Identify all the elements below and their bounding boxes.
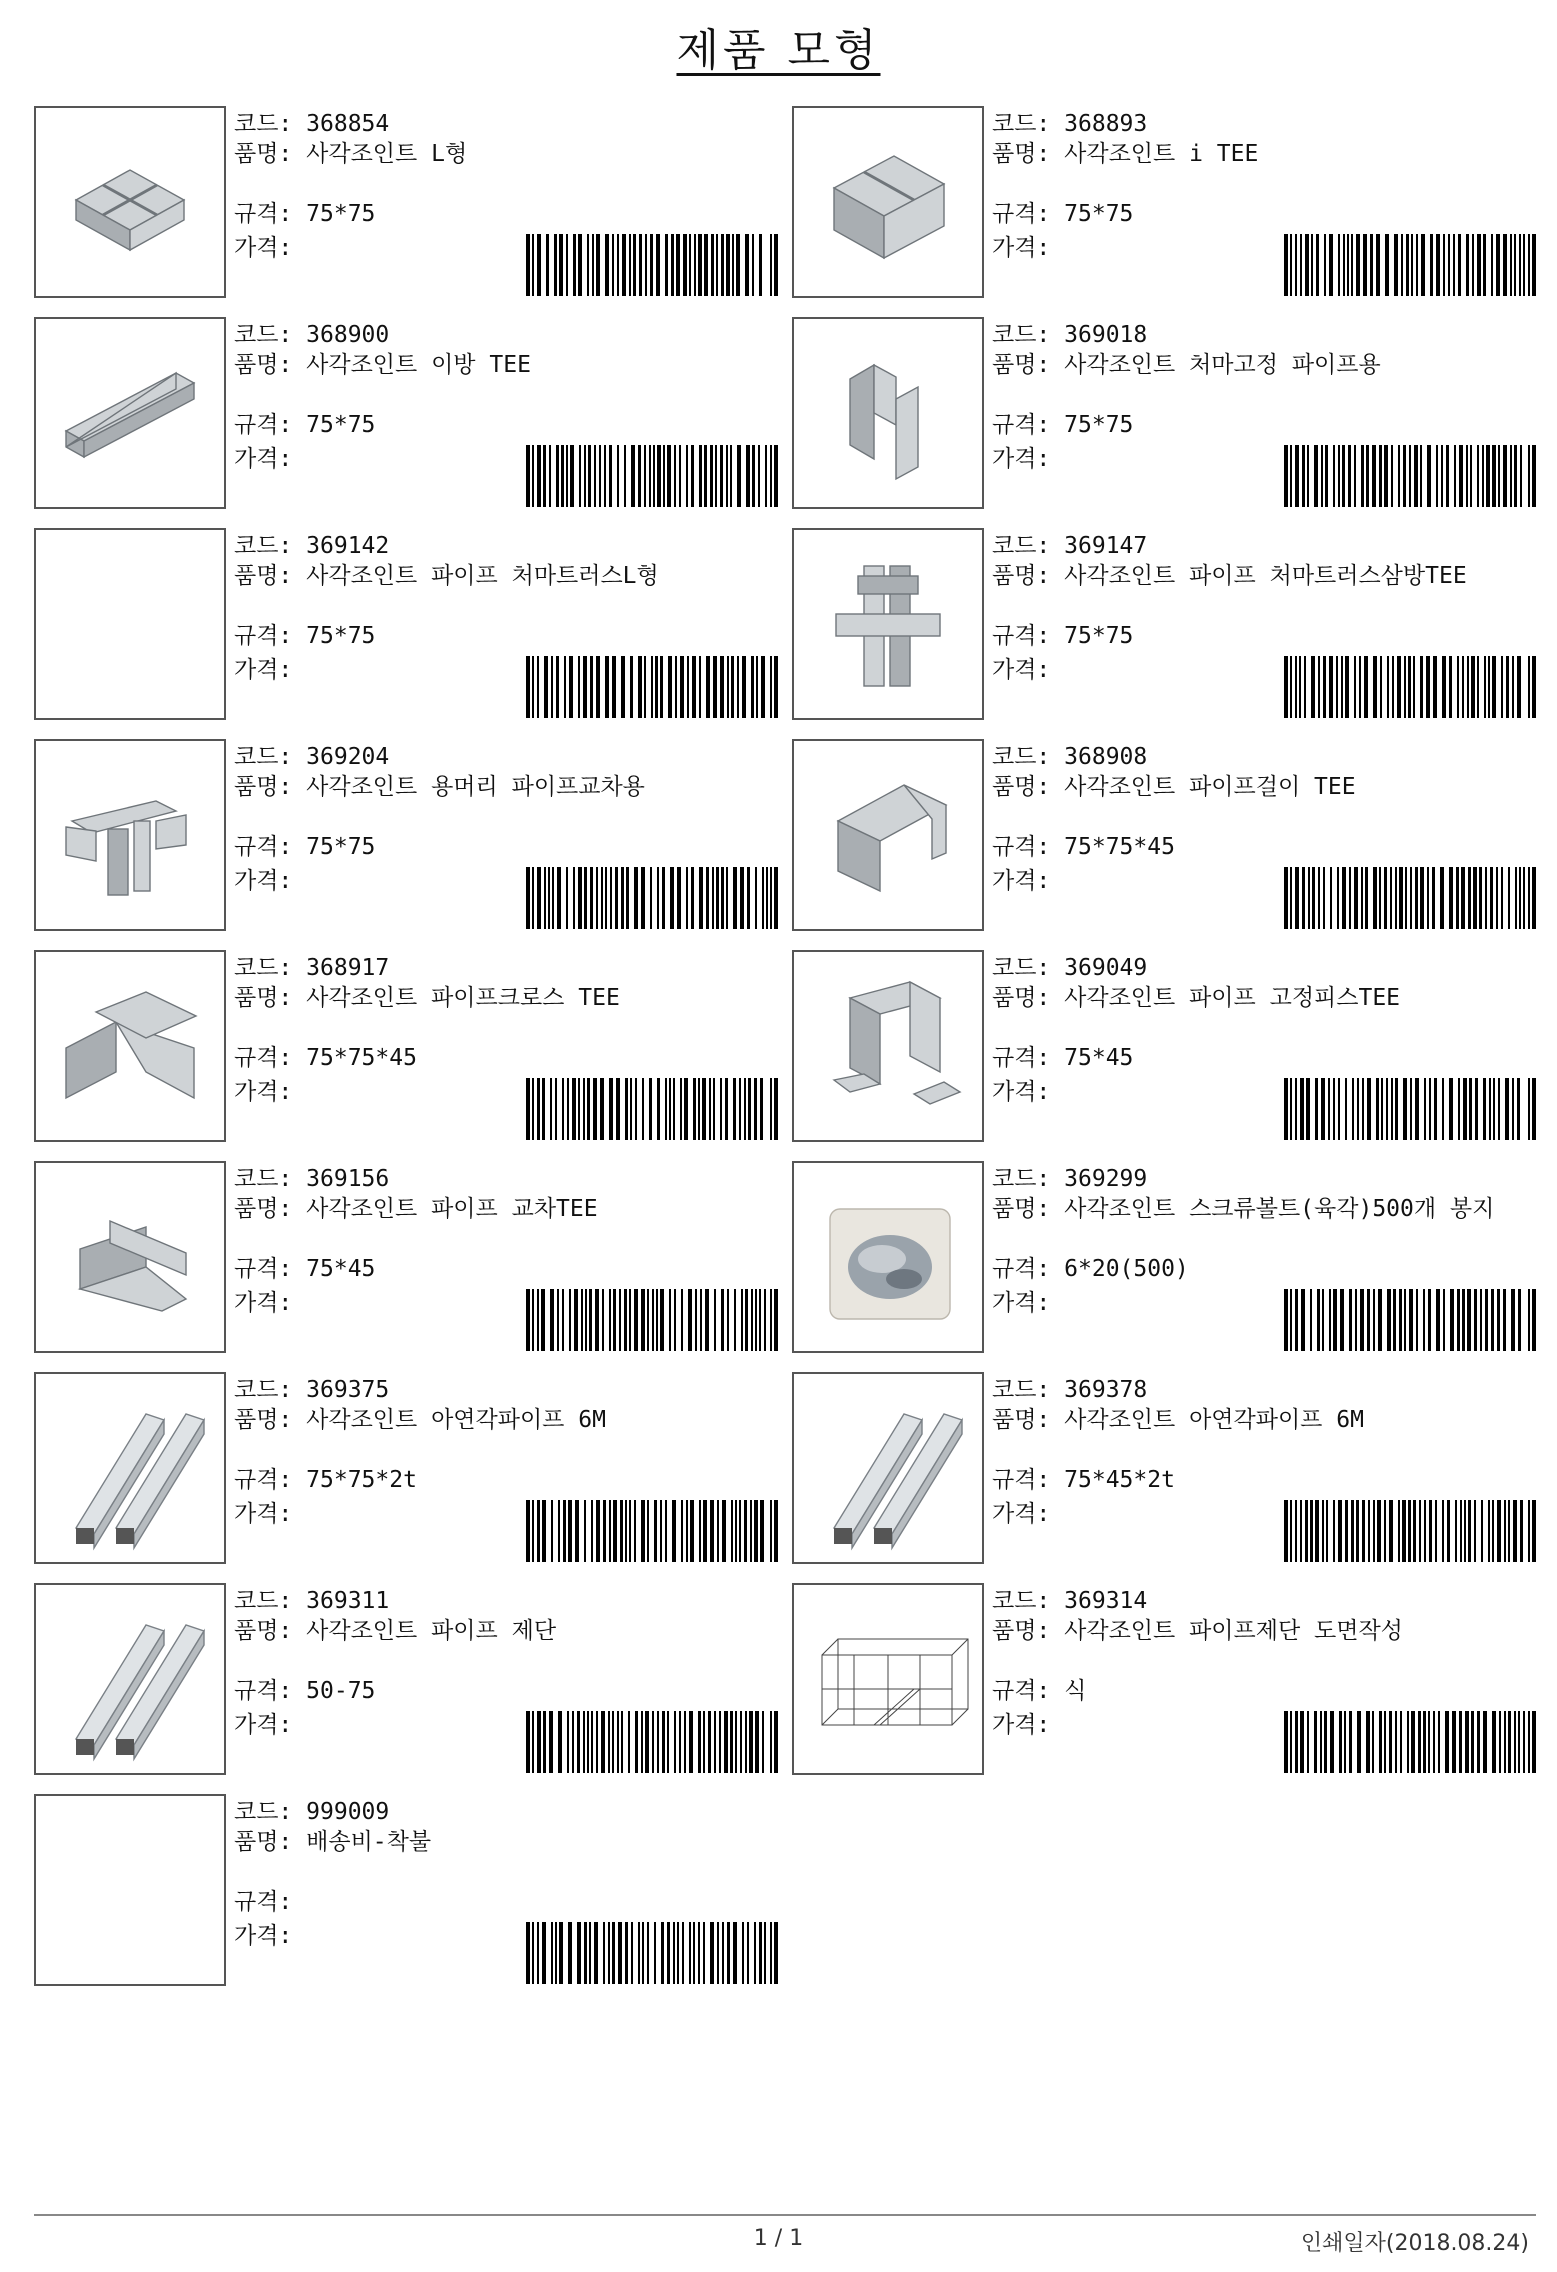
product-card <box>34 1161 776 1353</box>
product-name: 품명: 사각조인트 파이프걸이 TEE <box>992 774 1356 800</box>
product-image <box>792 1583 984 1775</box>
product-code: 코드: 368917 <box>234 955 390 981</box>
product-image <box>34 1583 226 1775</box>
product-image <box>792 106 984 298</box>
product-card <box>34 950 776 1142</box>
product-price: 가격: <box>992 1290 1051 1316</box>
product-image <box>34 1794 226 1986</box>
barcode <box>526 1500 778 1562</box>
product-spec: 규격: 식 <box>992 1678 1087 1704</box>
product-code: 코드: 369018 <box>992 322 1148 348</box>
product-price: 가격: <box>234 235 293 261</box>
product-price: 가격: <box>234 657 293 683</box>
product-image <box>34 1161 226 1353</box>
product-image <box>792 1372 984 1564</box>
product-price: 가격: <box>992 1712 1051 1738</box>
product-name: 품명: 배송비-착불 <box>234 1829 432 1855</box>
product-image <box>792 1161 984 1353</box>
barcode <box>526 445 778 507</box>
product-name: 품명: 사각조인트 파이프크로스 TEE <box>234 985 620 1011</box>
product-card <box>34 739 776 931</box>
page-title: 제품 모형 <box>676 25 881 76</box>
product-card <box>34 317 776 509</box>
barcode <box>1284 1500 1536 1562</box>
product-card <box>34 528 776 720</box>
product-spec: 규격: 75*75 <box>992 623 1134 649</box>
product-price: 가격: <box>234 1079 293 1105</box>
product-code: 코드: 369156 <box>234 1166 390 1192</box>
product-price: 가격: <box>992 1501 1051 1527</box>
product-spec: 규격: 6*20(500) <box>992 1256 1189 1282</box>
product-image <box>34 528 226 720</box>
product-card <box>792 106 1534 298</box>
product-code: 코드: 369147 <box>992 533 1148 559</box>
product-name: 품명: 사각조인트 용머리 파이프교차용 <box>234 774 645 800</box>
product-card <box>34 1583 776 1775</box>
product-price: 가격: <box>234 1501 293 1527</box>
product-spec: 규격: 75*45 <box>234 1256 376 1282</box>
product-image <box>34 739 226 931</box>
product-name: 품명: 사각조인트 i TEE <box>992 141 1259 167</box>
product-name: 품명: 사각조인트 처마고정 파이프용 <box>992 352 1381 378</box>
product-code: 코드: 369204 <box>234 744 390 770</box>
print-date: 인쇄일자(2018.08.24) <box>1300 2231 1529 2256</box>
barcode <box>1284 867 1536 929</box>
product-code: 코드: 369314 <box>992 1588 1148 1614</box>
product-card <box>792 1372 1534 1564</box>
product-name: 품명: 사각조인트 파이프 제단 <box>234 1618 557 1644</box>
product-price: 가격: <box>234 1290 293 1316</box>
product-price: 가격: <box>992 657 1051 683</box>
product-image <box>792 739 984 931</box>
product-card <box>34 106 776 298</box>
barcode <box>526 1711 778 1773</box>
page-number: 1 / 1 <box>753 2226 804 2251</box>
product-card <box>792 528 1534 720</box>
product-image <box>34 106 226 298</box>
product-price: 가격: <box>992 1079 1051 1105</box>
product-spec: 규격: 75*75*45 <box>234 1045 417 1071</box>
product-image <box>34 1372 226 1564</box>
product-price: 가격: <box>234 446 293 472</box>
barcode <box>526 656 778 718</box>
product-card <box>792 1161 1534 1353</box>
product-spec: 규격: 50-75 <box>234 1678 376 1704</box>
product-code: 코드: 368854 <box>234 111 390 137</box>
barcode <box>1284 1711 1536 1773</box>
barcode <box>1284 445 1536 507</box>
product-name: 품명: 사각조인트 스크류볼트(육각)500개 봉지 <box>992 1196 1495 1222</box>
product-spec: 규격: 75*75 <box>992 412 1134 438</box>
product-price: 가격: <box>234 1712 293 1738</box>
product-spec: 규격: 75*75 <box>234 623 376 649</box>
product-price: 가격: <box>992 235 1051 261</box>
product-code: 코드: 369311 <box>234 1588 390 1614</box>
product-card <box>792 950 1534 1142</box>
barcode <box>1284 1289 1536 1351</box>
product-spec: 규격: <box>234 1889 293 1915</box>
product-code: 코드: 369142 <box>234 533 390 559</box>
product-card <box>34 1794 776 1986</box>
product-spec: 규격: 75*75 <box>234 834 376 860</box>
product-name: 품명: 사각조인트 아연각파이프 6M <box>234 1407 606 1433</box>
barcode <box>1284 656 1536 718</box>
product-image <box>792 950 984 1142</box>
product-spec: 규격: 75*75*2t <box>234 1467 417 1493</box>
product-code: 코드: 368900 <box>234 322 390 348</box>
product-card <box>792 317 1534 509</box>
product-image <box>34 317 226 509</box>
product-spec: 규격: 75*75 <box>234 412 376 438</box>
product-name: 품명: 사각조인트 L형 <box>234 141 468 167</box>
product-price: 가격: <box>234 1923 293 1949</box>
product-card <box>34 1372 776 1564</box>
product-name: 품명: 사각조인트 파이프 교차TEE <box>234 1196 598 1222</box>
product-card <box>792 1583 1534 1775</box>
product-code: 코드: 369375 <box>234 1377 390 1403</box>
product-name: 품명: 사각조인트 파이프제단 도면작성 <box>992 1618 1403 1644</box>
barcode <box>526 1922 778 1984</box>
product-card <box>792 739 1534 931</box>
barcode <box>526 1289 778 1351</box>
product-code: 코드: 369299 <box>992 1166 1148 1192</box>
product-spec: 규격: 75*45 <box>992 1045 1134 1071</box>
product-name: 품명: 사각조인트 파이프 고정피스TEE <box>992 985 1401 1011</box>
product-price: 가격: <box>992 868 1051 894</box>
product-code: 코드: 369049 <box>992 955 1148 981</box>
product-image <box>792 528 984 720</box>
footer-divider <box>34 2214 1536 2216</box>
product-name: 품명: 사각조인트 아연각파이프 6M <box>992 1407 1364 1433</box>
product-code: 코드: 368908 <box>992 744 1148 770</box>
product-code: 코드: 369378 <box>992 1377 1148 1403</box>
product-code: 코드: 368893 <box>992 111 1148 137</box>
barcode <box>526 234 778 296</box>
barcode <box>526 1078 778 1140</box>
barcode <box>1284 234 1536 296</box>
product-spec: 규격: 75*75 <box>234 201 376 227</box>
barcode <box>526 867 778 929</box>
product-name: 품명: 사각조인트 이방 TEE <box>234 352 531 378</box>
product-spec: 규격: 75*45*2t <box>992 1467 1175 1493</box>
product-price: 가격: <box>992 446 1051 472</box>
product-name: 품명: 사각조인트 파이프 처마트러스L형 <box>234 563 659 589</box>
product-spec: 규격: 75*75 <box>992 201 1134 227</box>
barcode <box>1284 1078 1536 1140</box>
product-image <box>34 950 226 1142</box>
product-name: 품명: 사각조인트 파이프 처마트러스삼방TEE <box>992 563 1467 589</box>
product-price: 가격: <box>234 868 293 894</box>
product-code: 코드: 999009 <box>234 1799 390 1825</box>
product-image <box>792 317 984 509</box>
product-spec: 규격: 75*75*45 <box>992 834 1175 860</box>
